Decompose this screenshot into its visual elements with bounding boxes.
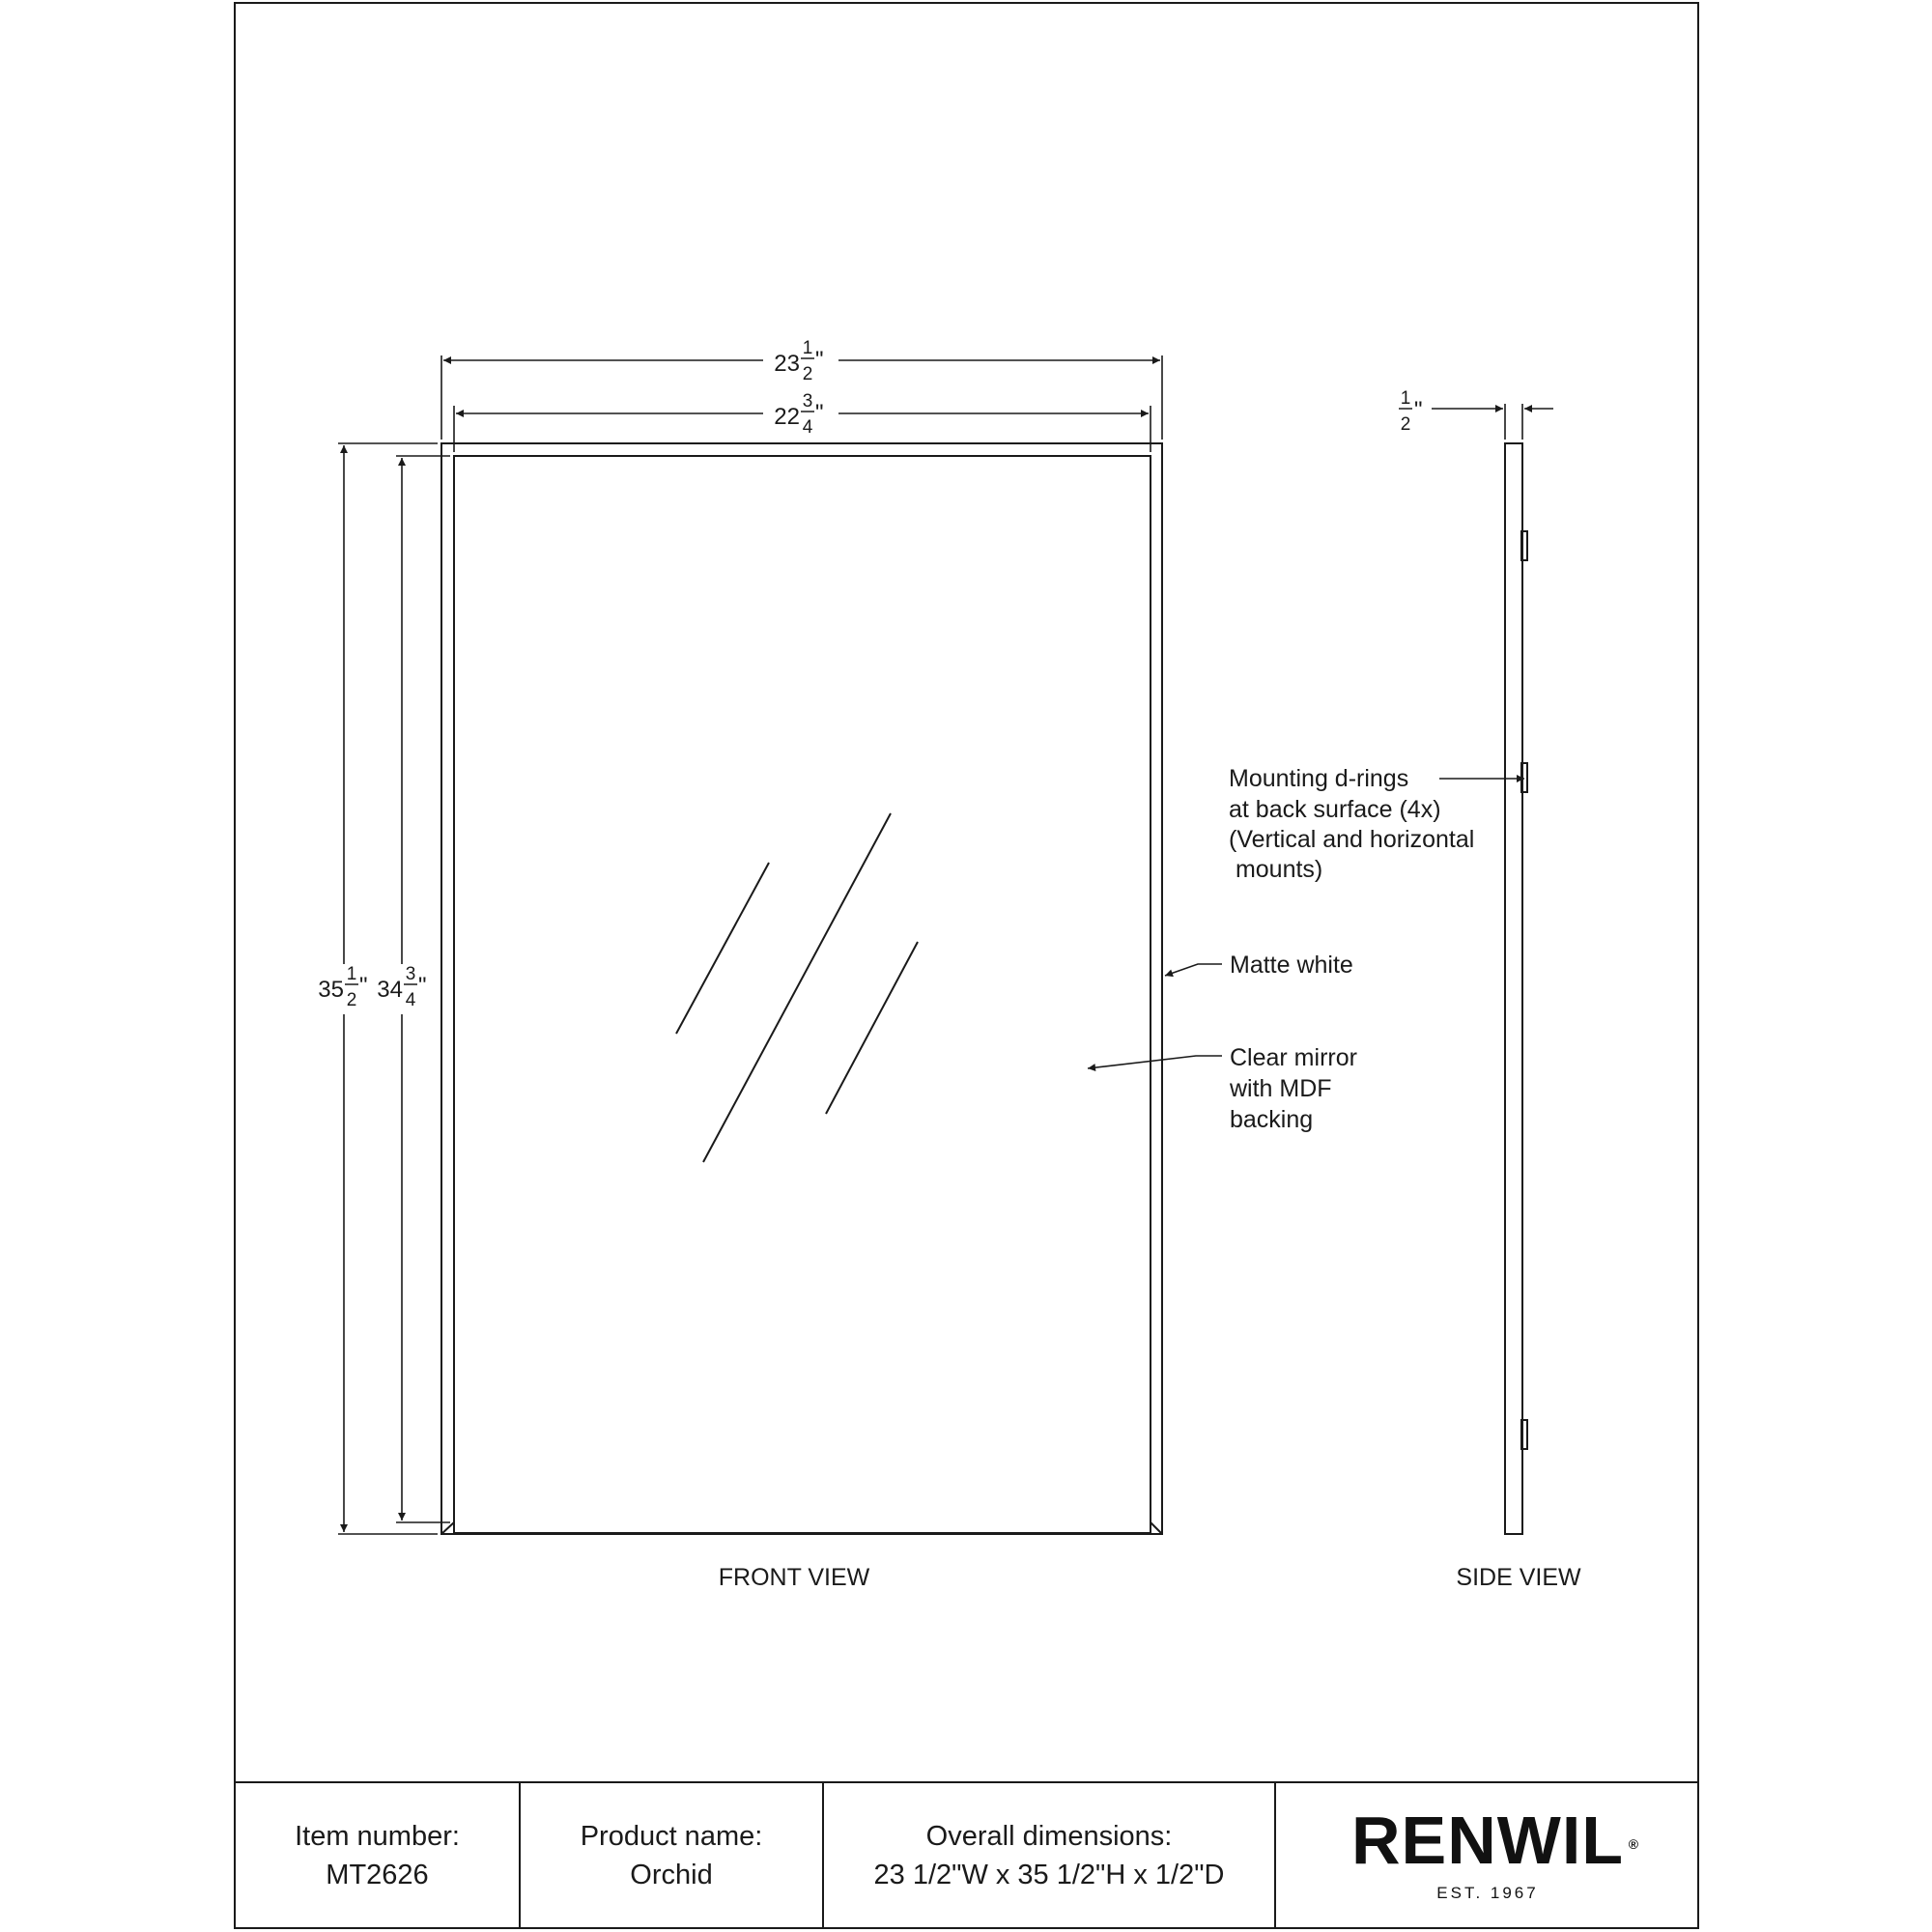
- side-profile: [1505, 443, 1522, 1534]
- dim-whole: 23: [774, 351, 800, 377]
- product-name-value: Orchid: [630, 1860, 713, 1890]
- outer-frame: [441, 443, 1162, 1534]
- dim-unit: ": [418, 973, 427, 999]
- front-view: [441, 443, 1162, 1534]
- renwil-logo: [1275, 1785, 1700, 1924]
- callout-d-rings: [1229, 765, 1474, 883]
- front-view-label: FRONT VIEW: [718, 1564, 870, 1591]
- product-name-cell: [520, 1783, 823, 1928]
- leader-matte-white: [1165, 964, 1222, 976]
- reflection-line-3: [826, 942, 918, 1114]
- dim-denominator: 2: [346, 990, 357, 1010]
- d-ring-middle: [1521, 763, 1527, 792]
- product-name-label: Product name:: [580, 1821, 763, 1852]
- leader-clear-mirror: [1088, 1056, 1222, 1068]
- dim-whole: 35: [318, 977, 344, 1003]
- overall-dimensions-value: 23 1/2"W x 35 1/2"H x 1/2"D: [873, 1860, 1225, 1890]
- callout-line: Clear mirror: [1230, 1044, 1357, 1071]
- dim-inner-width-label: [774, 391, 823, 438]
- callout-line: with MDF: [1230, 1075, 1332, 1102]
- dim-denominator: 4: [802, 417, 813, 438]
- callout-line: (Vertical and horizontal: [1229, 826, 1475, 853]
- item-number-value: MT2626: [326, 1860, 429, 1890]
- item-number-cell: [235, 1783, 520, 1928]
- dim-unit: ": [359, 973, 368, 999]
- frame-corner-br: [1151, 1522, 1162, 1534]
- reflection-line-2: [703, 813, 891, 1162]
- overall-dimensions-label: Overall dimensions:: [925, 1821, 1173, 1852]
- logo-tagline: EST. 1967: [1436, 1884, 1539, 1902]
- dim-depth: [1432, 404, 1553, 440]
- dim-denominator: 2: [1400, 414, 1411, 435]
- dim-overall-width-label: [774, 338, 823, 384]
- callout-clear-mirror: [1229, 1044, 1357, 1133]
- dim-unit: ": [1414, 397, 1423, 423]
- overall-dimensions-cell: [823, 1783, 1275, 1928]
- callout-line: Matte white: [1230, 952, 1353, 979]
- dim-whole: 22: [774, 404, 800, 430]
- item-number-label: Item number:: [295, 1821, 460, 1852]
- logo-name: RENWIL: [1350, 1803, 1625, 1878]
- side-view: [1505, 443, 1527, 1534]
- logo-wordmark: [1350, 1803, 1640, 1878]
- dim-whole: 34: [377, 977, 403, 1003]
- callout-line: mounts): [1229, 856, 1323, 883]
- registered-mark: ®: [1628, 1836, 1640, 1852]
- reflection-line-1: [676, 863, 769, 1034]
- frame-corner-bl: [441, 1522, 454, 1534]
- dim-unit: ": [815, 400, 824, 426]
- dim-denominator: 2: [802, 364, 813, 384]
- side-view-label: SIDE VIEW: [1456, 1564, 1581, 1591]
- dim-overall-height-label: [318, 964, 367, 1010]
- dim-numerator: 3: [802, 391, 813, 412]
- d-ring-bottom: [1521, 1420, 1527, 1449]
- dim-numerator: 1: [1400, 388, 1411, 409]
- callout-line: backing: [1230, 1106, 1314, 1133]
- callout-matte-white: [1230, 952, 1353, 979]
- inner-mirror-edge: [454, 456, 1151, 1533]
- dim-denominator: 4: [405, 990, 416, 1010]
- dim-numerator: 3: [405, 964, 416, 984]
- dim-numerator: 1: [346, 964, 357, 984]
- dim-depth-label: [1399, 388, 1423, 435]
- callout-line: Mounting d-rings: [1229, 765, 1409, 792]
- dim-unit: ": [815, 347, 824, 373]
- dim-inner-height-label: [377, 964, 426, 1010]
- d-ring-top: [1521, 531, 1527, 560]
- dim-numerator: 1: [802, 338, 813, 358]
- callout-line: at back surface (4x): [1229, 796, 1441, 823]
